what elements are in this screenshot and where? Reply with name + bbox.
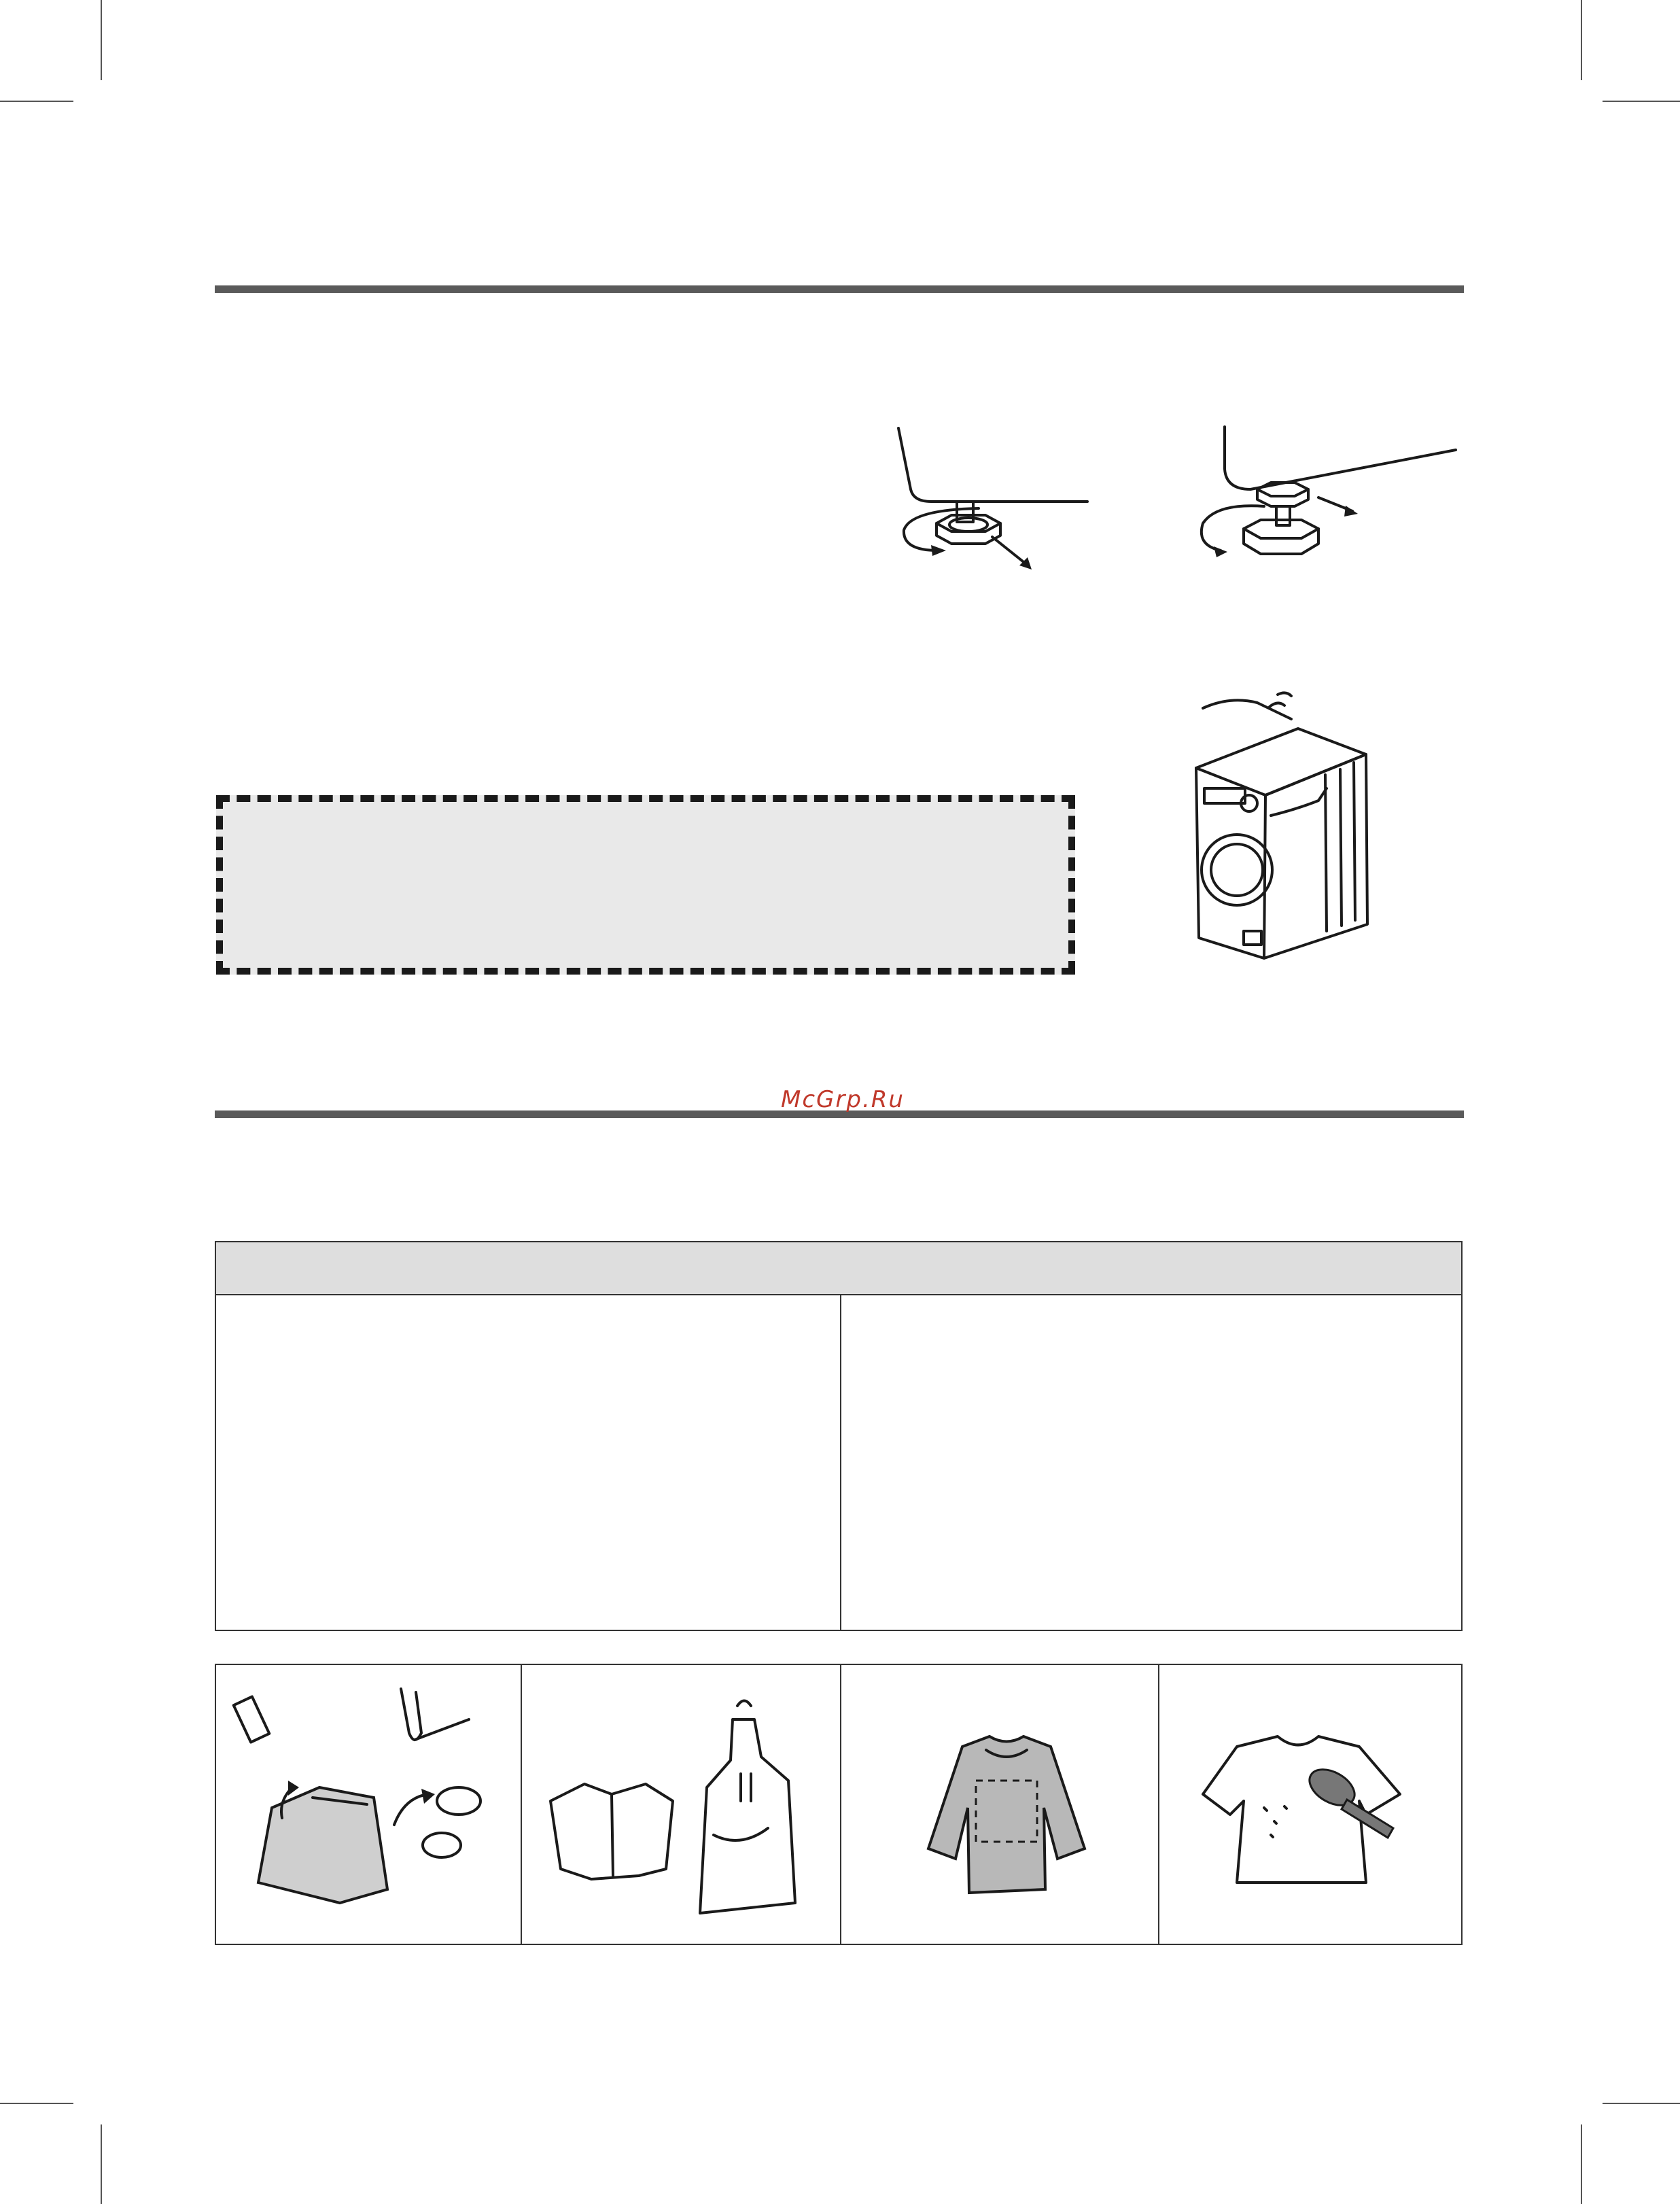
crop-mark [0, 101, 73, 102]
zipper-apron-icon [537, 1692, 822, 1923]
sorting-table-header [216, 1242, 1461, 1295]
section-rule-top [215, 285, 1464, 293]
sorting-table-divider [840, 1294, 841, 1631]
foot-adjust-icon [883, 421, 1108, 578]
note-box [216, 795, 1075, 975]
crop-mark [1603, 2103, 1680, 2104]
strip-divider [521, 1665, 522, 1944]
crop-mark [0, 2103, 73, 2104]
crop-mark [101, 2124, 102, 2204]
crop-mark [1581, 0, 1582, 80]
crop-mark [101, 0, 102, 80]
brush-shirt-icon [1196, 1726, 1420, 1896]
strip-divider [1158, 1665, 1159, 1944]
crop-mark [1581, 2124, 1582, 2204]
pockets-icon [231, 1679, 503, 1923]
locknut-icon [1183, 421, 1468, 571]
strip-divider [840, 1665, 841, 1944]
sweater-icon [922, 1726, 1091, 1903]
sorting-table [215, 1241, 1463, 1631]
watermark: McGrp.Ru [781, 1086, 905, 1113]
crop-mark [1603, 101, 1680, 102]
washing-machine-icon [1183, 686, 1393, 965]
